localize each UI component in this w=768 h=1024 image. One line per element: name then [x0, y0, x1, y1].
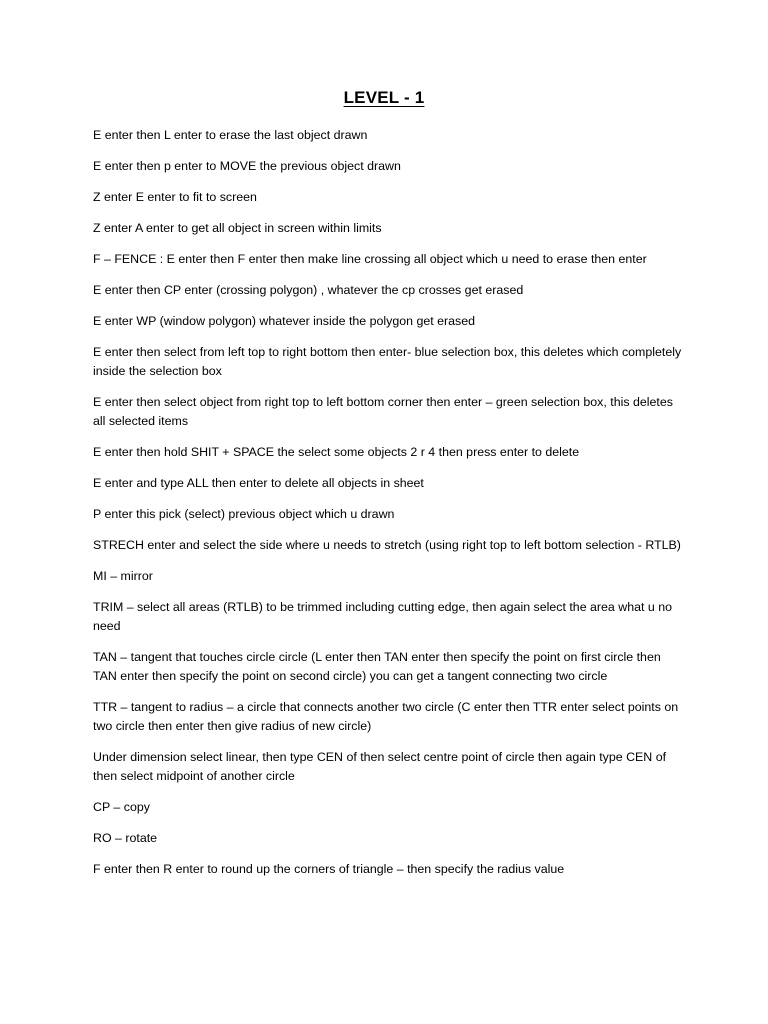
note-item: F enter then R enter to round up the corners of triangle – then specify the radius value: [93, 862, 565, 876]
note-item: E enter WP (window polygon) whatever inside the polygon get erased: [93, 314, 476, 328]
note-item: P enter this pick (select) previous object which u drawn: [93, 507, 395, 521]
note-item: CP – copy: [93, 800, 150, 814]
note-item: Under dimension select linear, then type CEN of then select centre point of circle then again type CEN of then select midpoint of another circle: [93, 750, 667, 783]
note-item: Z enter A enter to get all object in screen within limits: [93, 221, 382, 235]
note-item: Z enter E enter to fit to screen: [93, 190, 257, 204]
document-title: LEVEL - 1: [343, 88, 425, 107]
note-item: TTR – tangent to radius – a circle that connects another two circle (C enter then TTR enter select points on two circle then enter then give radius of new circle): [93, 700, 679, 733]
note-item: E enter then hold SHIT + SPACE the select some objects 2 r 4 then press enter to delete: [93, 445, 580, 459]
note-item: TAN – tangent that touches circle circle (L enter then TAN enter then specify the point on first circle then TAN enter then specify the point on second circle) you can get a tangent connecting two circle: [93, 650, 661, 683]
note-item: STRECH enter and select the side where u needs to stretch (using right top to left bottom selection - RTLB): [93, 538, 681, 552]
note-item: F – FENCE : E enter then F enter then make line crossing all object which u need to erase then enter: [93, 252, 647, 266]
note-item: E enter then CP enter (crossing polygon) , whatever the cp crosses get erased: [93, 283, 524, 297]
note-item: E enter then p enter to MOVE the previous object drawn: [93, 159, 401, 173]
note-item: TRIM – select all areas (RTLB) to be trimmed including cutting edge, then again select the area what u no need: [93, 600, 672, 633]
note-item: E enter then select from left top to right bottom then enter- blue selection box, this deletes which completely inside the selection box: [93, 345, 682, 378]
note-item: E enter and type ALL then enter to delete all objects in sheet: [93, 476, 424, 490]
note-item: MI – mirror: [93, 569, 153, 583]
command-notes-list: [93, 126, 683, 891]
note-item: E enter then L enter to erase the last object drawn: [93, 128, 368, 142]
note-item: E enter then select object from right top to left bottom corner then enter – green selection box, this deletes all selected items: [93, 395, 673, 428]
note-item: RO – rotate: [93, 831, 158, 845]
